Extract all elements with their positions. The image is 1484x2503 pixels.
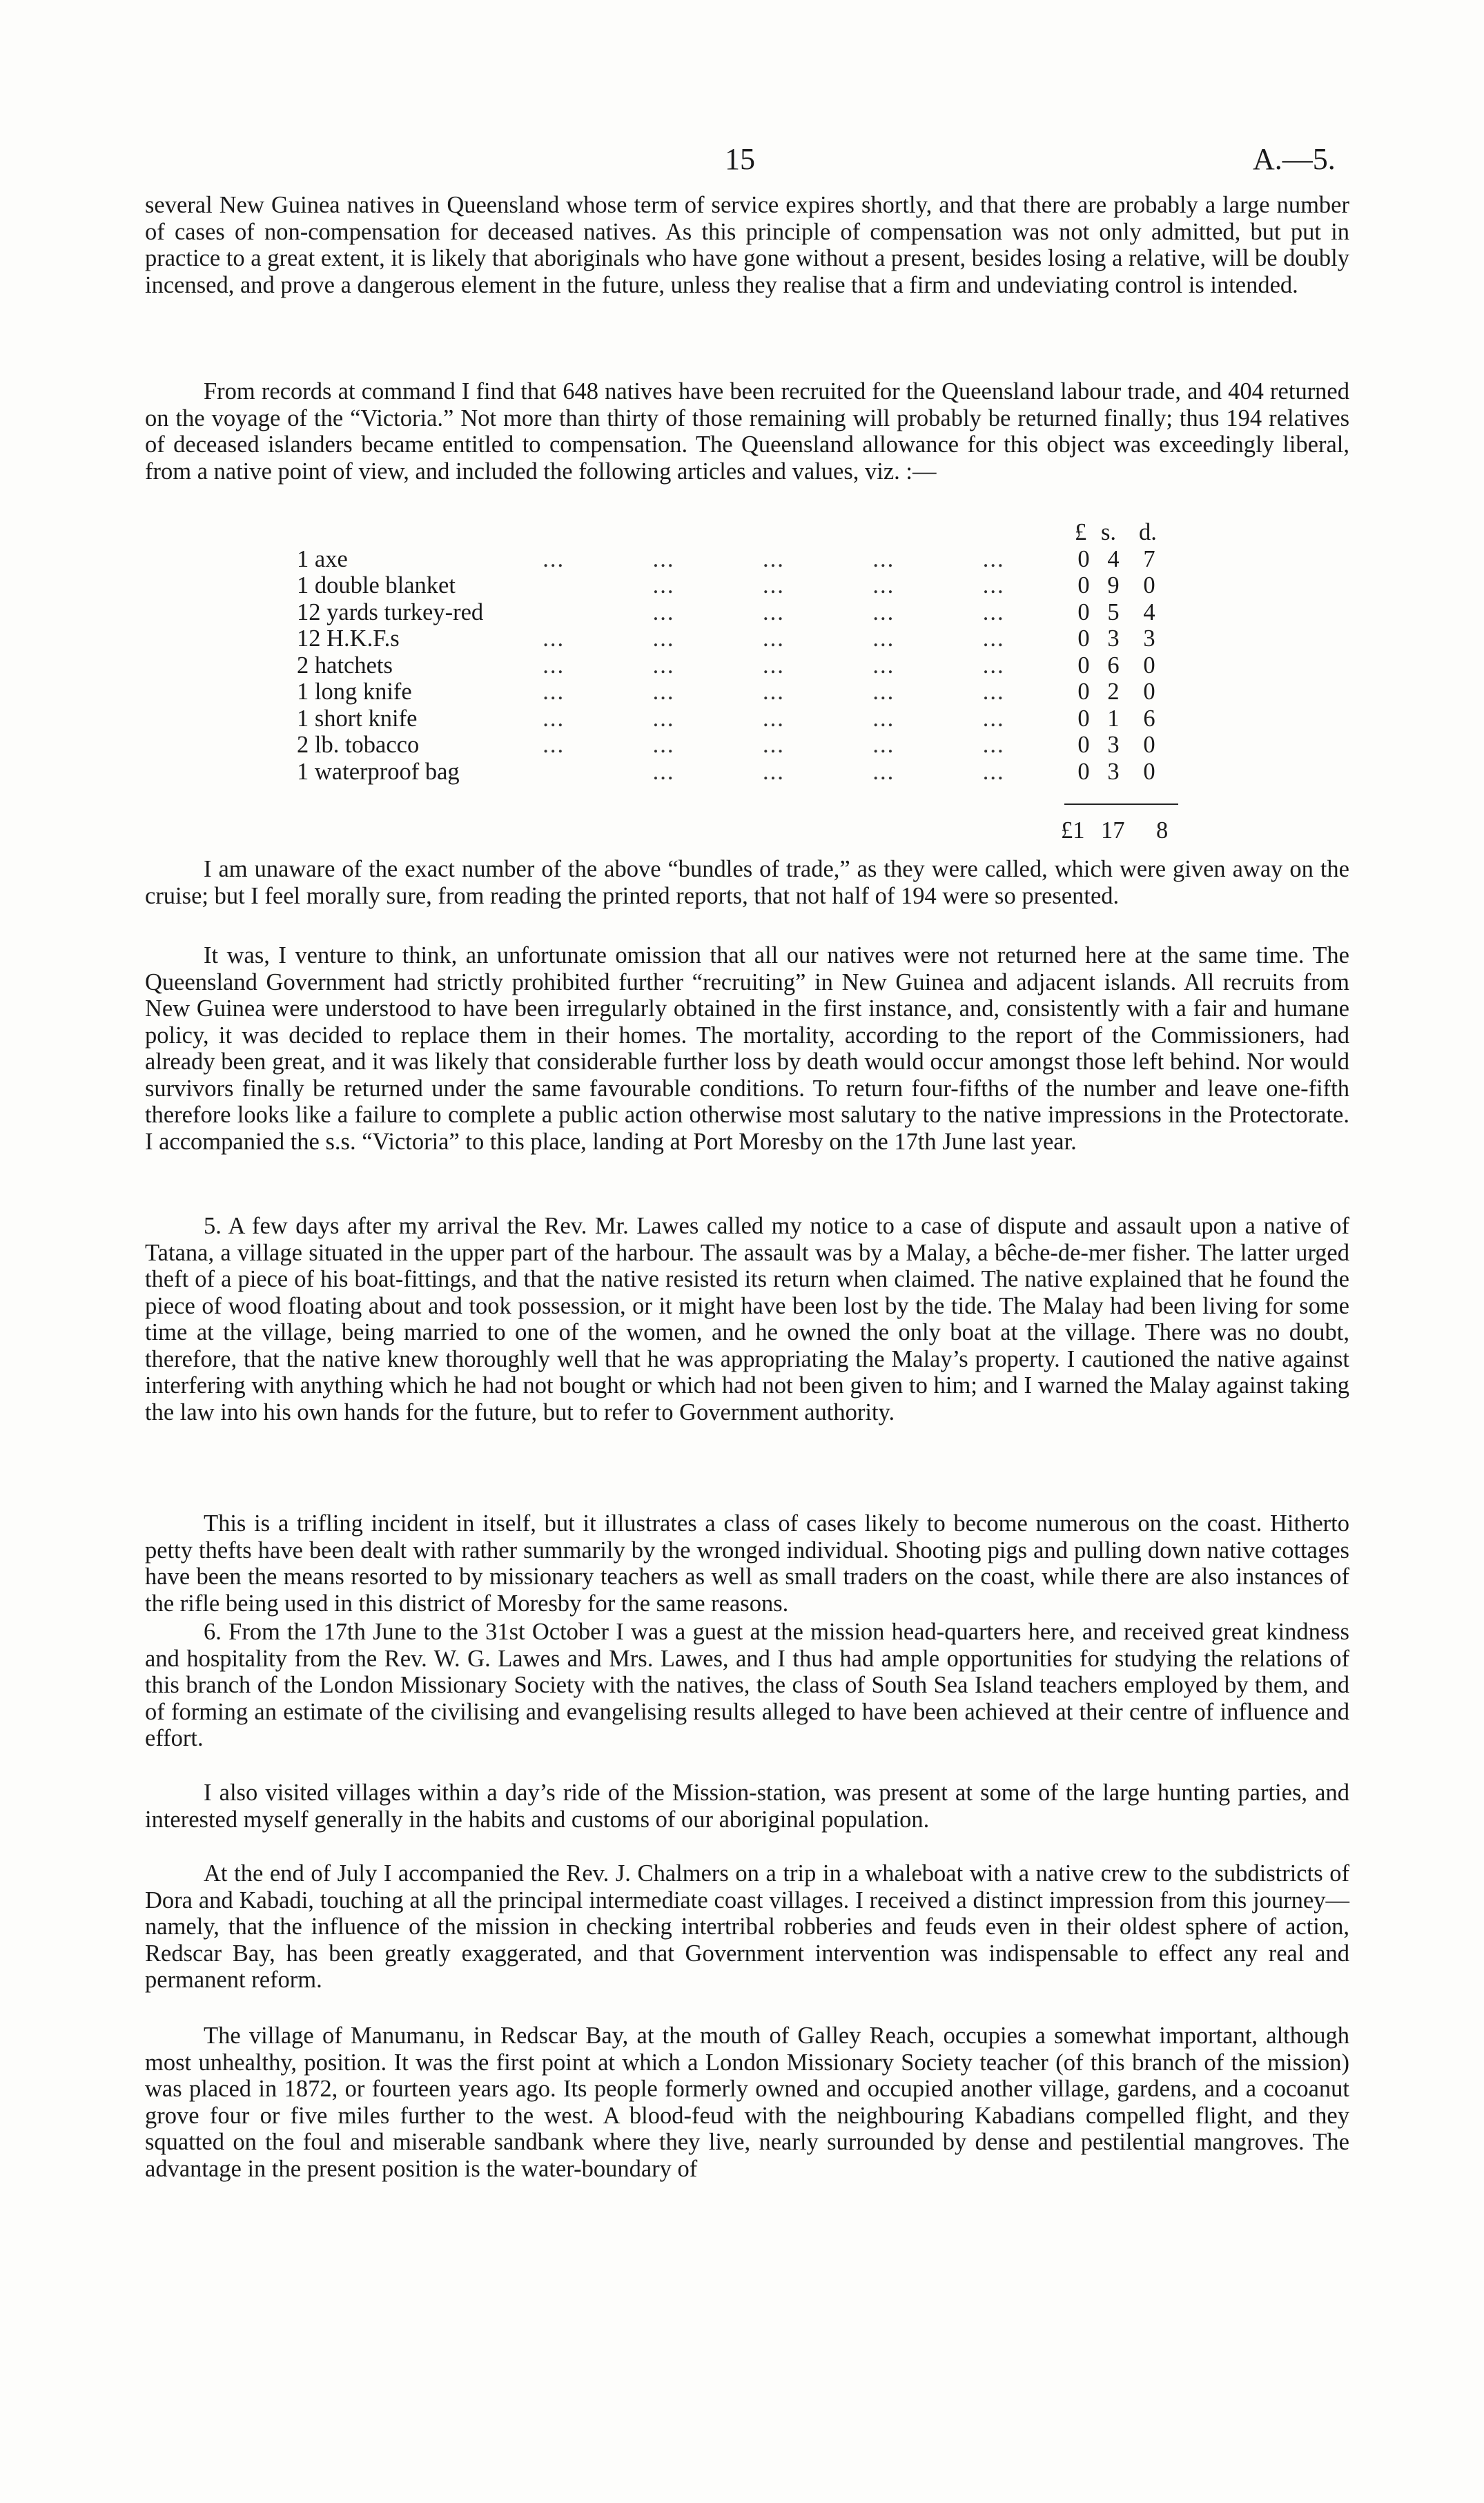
paragraph-continuation: several New Guinea natives in Queensland whose term of service expires shortly, and that there are probably a large number of cases of non-compensation for deceased natives. As this principle of compensation was not only admitted, but put in practice to a great extent, it is likely that aboriginals who have gone without a present, besides losing a relative, will be doubly incensed, and prove a dangerous element in the future, unless they realise that a firm and undeviating control is intended. — [145, 192, 1349, 298]
row-pounds: 0 — [1077, 732, 1090, 758]
row-shillings: 3 — [1107, 732, 1120, 758]
paragraph-omission: It was, I venture to think, an unfortunate omission that all our natives were not returned here at the same time. The Queensland Government had strictly prohibited further “recruiting” in New Guinea and adjacent islands. All recruits from New Guinea were understood to have been irregularly obtained in the first instance, and, consistently with a fair and humane policy, it was decided to replace them in their homes. The mortality, according to the report of the Commissioners, had already been great, and it was likely that considerable further loss by death would occur amongst those left behind. Nor would survivors finally be returned under the same favourable conditions. To return four-fifths of the number and leave one-fifth therefore looks like a failure to complete a public action otherwise most salutary to the native impressions in the Protectorate. I accompanied the s.s. “Victoria” to this place, landing at Port Moresby on the 17th June last year. — [145, 942, 1349, 1155]
row-item: 1 waterproof bag — [297, 758, 460, 785]
row-item: 12 H.K.F.s — [297, 625, 400, 652]
page-number: 15 — [725, 142, 755, 176]
row-pence: 0 — [1143, 679, 1155, 705]
table-row — [297, 546, 1194, 573]
row-pounds: 0 — [1077, 572, 1090, 598]
paragraph-manumanu: The village of Manumanu, in Redscar Bay, at the mouth of Galley Reach, occupies a somewhat important, although most unhealthy, position. It was the first point at which a London Missionary Society teacher (of this branch of the mission) was placed in 1872, or fourteen years ago. Its people formerly owned and occupied another village, gardens, and a cocoanut grove four or five miles further to the west. A blood-feud with the neighbouring Kabadians compelled flight, and they squatted on the foul and miserable sandbank where they live, nearly surrounded by dense and pestilential mangroves. The advantage in the present position is the water-boundary of — [145, 2023, 1349, 2182]
table-row — [297, 652, 1194, 679]
row-pence: 0 — [1143, 732, 1155, 758]
header-shillings: s. — [1101, 519, 1117, 545]
row-item: 12 yards turkey-red — [297, 598, 484, 625]
row-pence: 0 — [1143, 572, 1155, 598]
row-pence: 4 — [1143, 598, 1155, 625]
dot-leader: ... ... ... ... ... — [469, 625, 1005, 652]
row-pence: 3 — [1143, 625, 1155, 652]
row-item: 2 lb. tobacco — [297, 732, 420, 758]
row-item: 1 long knife — [297, 679, 412, 705]
row-pounds: 0 — [1077, 679, 1090, 705]
row-shillings: 1 — [1107, 705, 1120, 732]
row-shillings: 9 — [1107, 572, 1120, 598]
paragraph-trifling-incident: This is a trifling incident in itself, but it illustrates a class of cases likely to become numerous on the coast. Hitherto petty thefts have been dealt with rather summarily by the wronged individual. Shooting pigs and pulling down native cottages have been the means resorted to by missionary teachers as well as small traders on the coast, while there are also instances of the rifle being used in this district of Moresby for the same reasons. — [145, 1510, 1349, 1617]
trade-goods-table — [297, 519, 1194, 844]
dot-leader: ... ... ... ... ... — [469, 732, 1005, 758]
paragraph-records: From records at command I find that 648 natives have been recruited for the Queensland labour trade, and 404 returned on the voyage of the “Victoria.” Not more than thirty of those remaining will probably be returned finally; thus 194 relatives of deceased islanders became entitled to compensation. The Queensland allowance for this object was exceedingly liberal, from a native point of view, and included the following articles and values, viz. :— — [145, 378, 1349, 485]
row-pounds: 0 — [1077, 625, 1090, 652]
row-item: 1 axe — [297, 545, 348, 572]
table-row — [297, 759, 1194, 786]
dot-leader: ... ... ... ... — [469, 598, 1005, 625]
dot-leader: ... ... ... ... ... — [469, 705, 1005, 732]
row-pence: 6 — [1143, 705, 1155, 732]
row-pence: 0 — [1143, 758, 1155, 785]
table-total — [297, 817, 1194, 845]
dot-leader: ... ... ... ... — [469, 758, 1005, 785]
row-item: 2 hatchets — [297, 652, 393, 679]
paragraph-villages: I also visited villages within a day’s ride of the Mission-station, was present at some of the large hunting parties, and interested myself generally in the habits and customs of our aboriginal population. — [145, 1780, 1349, 1833]
table-row — [297, 732, 1194, 759]
total-shillings: 17 — [1101, 817, 1125, 844]
row-shillings: 3 — [1107, 625, 1120, 652]
row-item: 1 short knife — [297, 705, 418, 732]
row-shillings: 2 — [1107, 679, 1120, 705]
row-item: 1 double blanket — [297, 572, 456, 598]
table-row — [297, 679, 1194, 705]
row-pounds: 0 — [1077, 545, 1090, 572]
row-pounds: 0 — [1077, 758, 1090, 785]
dot-leader: ... ... ... ... — [469, 572, 1005, 598]
header-pence: d. — [1139, 519, 1157, 545]
document-reference: A.—5. — [1253, 142, 1336, 176]
table-row — [297, 705, 1194, 732]
table-row — [297, 599, 1194, 626]
row-pounds: 0 — [1077, 598, 1090, 625]
dot-leader: ... ... ... ... ... — [469, 545, 1005, 572]
row-shillings: 6 — [1107, 652, 1120, 679]
paragraph-section-5: 5. A few days after my arrival the Rev. Mr. Lawes called my notice to a case of dispute and assault upon a native of Tatana, a village situated in the upper part of the harbour. The assault was by a Malay, a bêche-de-mer fisher. The latter urged theft of a piece of his boat-fittings, and that the native resisted its return when claimed. The native explained that he found the piece of wood floating about and took possession, or it might have been lost by the tide. The Malay had been living for some time at the village, being married to one of the women, and he owned the only boat at the village. There was no doubt, therefore, that the native knew thoroughly well that he was appropriating the Malay’s property. I cautioned the native against interfering with anything which he had not bought or which had not been given to him; and I warned the Malay against taking the law into his own hands for the future, but to refer to Government authority. — [145, 1213, 1349, 1425]
table-row — [297, 572, 1194, 599]
total-pence: 8 — [1156, 817, 1169, 844]
row-pence: 7 — [1143, 545, 1155, 572]
row-shillings: 4 — [1107, 545, 1120, 572]
row-pounds: 0 — [1077, 705, 1090, 732]
row-pounds: 0 — [1077, 652, 1090, 679]
paragraph-bundles: I am unaware of the exact number of the above “bundles of trade,” as they were called, which were given away on the cruise; but I feel morally sure, from reading the printed reports, that not half of 194 were so presented. — [145, 856, 1349, 909]
total-pounds: £1 — [1061, 817, 1085, 844]
row-pence: 0 — [1143, 652, 1155, 679]
row-shillings: 3 — [1107, 758, 1120, 785]
dot-leader: ... ... ... ... ... — [469, 652, 1005, 679]
row-shillings: 5 — [1107, 598, 1120, 625]
paragraph-chalmers-trip: At the end of July I accompanied the Rev. J. Chalmers on a trip in a whaleboat with a native crew to the subdistricts of Dora and Kabadi, touching at all the principal intermediate coast villages. I received a distinct impression from this journey—namely, that the influence of the mission in checking intertribal robberies and feuds even in their oldest sphere of action, Redscar Bay, has been greatly exaggerated, and that Government intervention was indispensable to effect any real and permanent reform. — [145, 1860, 1349, 1993]
header-pounds: £ — [1075, 519, 1087, 545]
table-row — [297, 625, 1194, 652]
total-rule — [1064, 804, 1178, 805]
paragraph-section-6: 6. From the 17th June to the 31st October I was a guest at the mission head-quarters here, and received great kindness and hospitality from the Rev. W. G. Lawes and Mrs. Lawes, and I thus had ample opportunities for studying the relations of this branch of the London Missionary Society with the natives, the class of South Sea Island teachers employed by them, and of forming an estimate of the civilising and evangelising results alleged to have been achieved at their centre of influence and effort. — [145, 1619, 1349, 1751]
dot-leader: ... ... ... ... ... — [469, 679, 1005, 705]
table-header — [297, 519, 1194, 546]
